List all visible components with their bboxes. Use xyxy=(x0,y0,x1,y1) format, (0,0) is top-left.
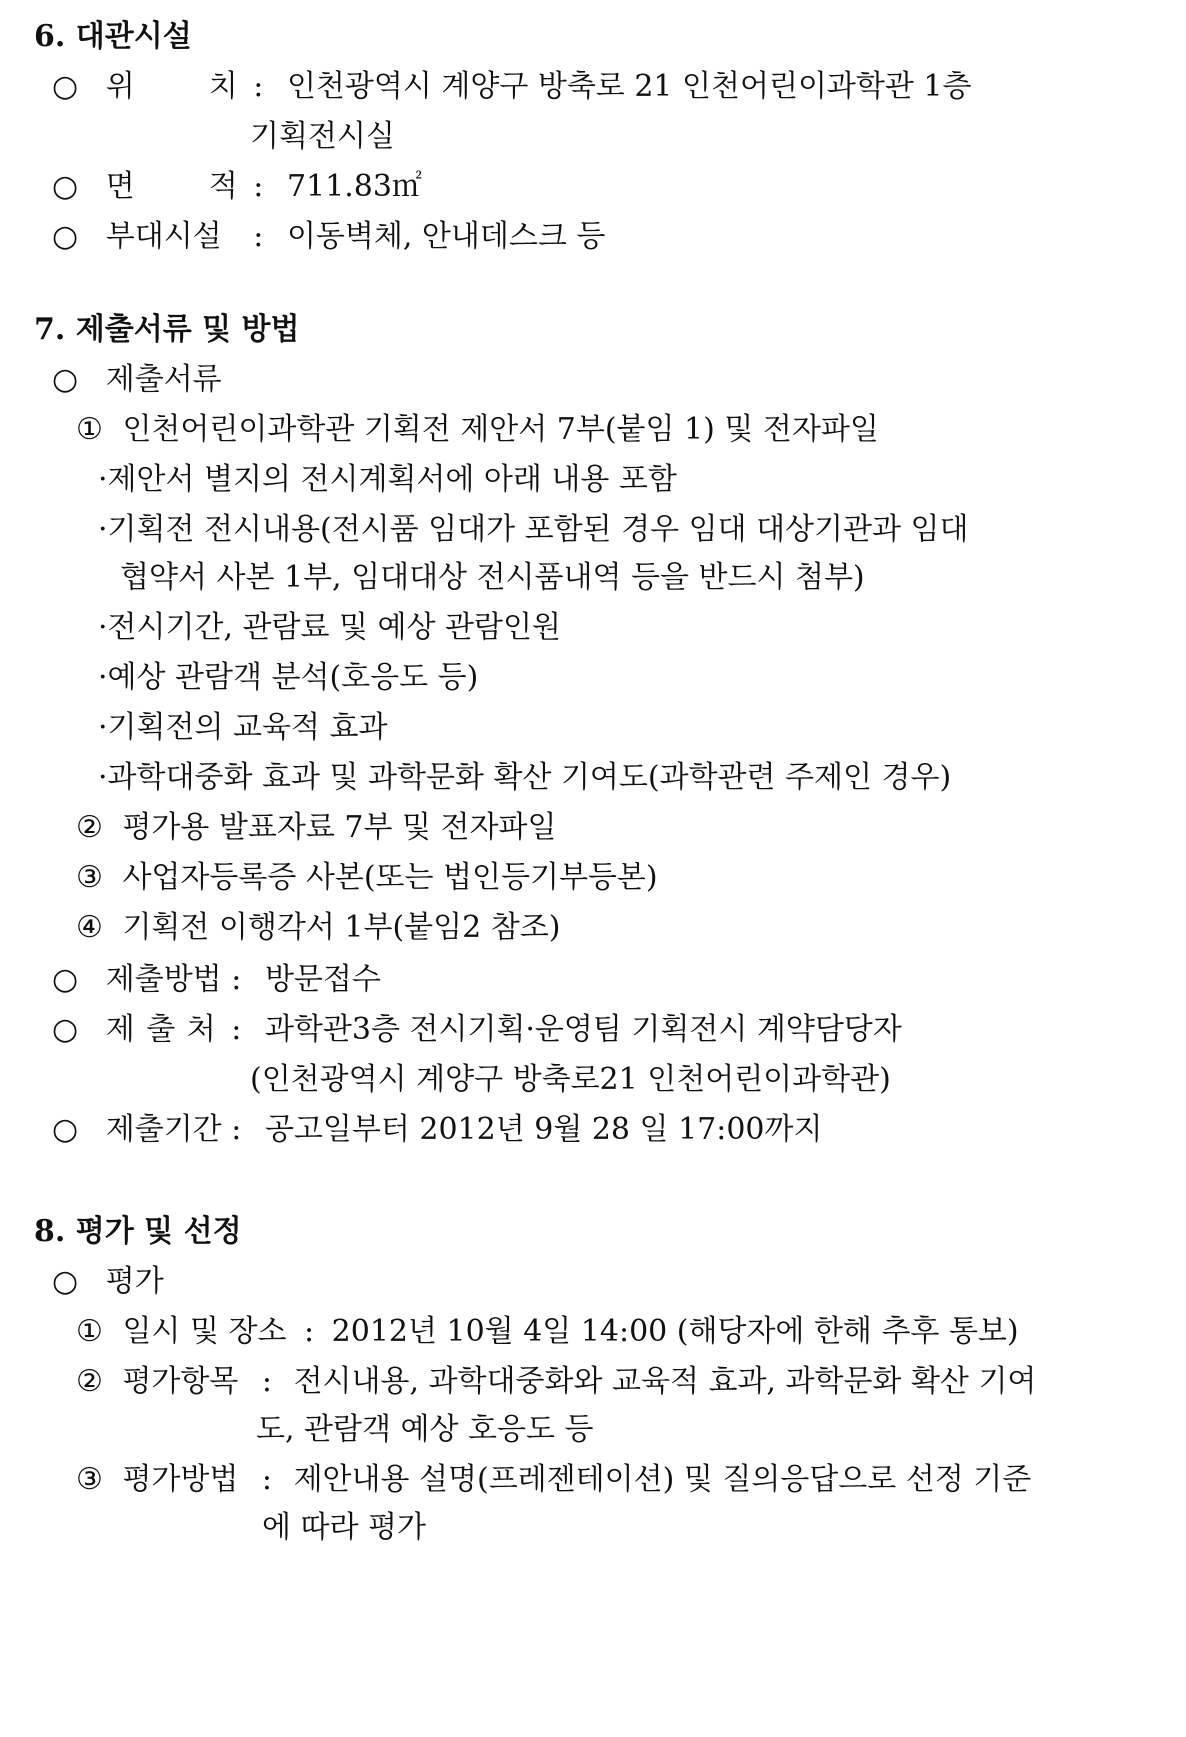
circle-marker: ○ xyxy=(52,169,79,204)
bullet-6 xyxy=(98,760,952,795)
doc-item-2 xyxy=(76,810,557,845)
bullet-mark: · xyxy=(98,660,108,695)
bullet-mark: · xyxy=(98,512,108,547)
period-text: 공고일부터 2012년 9월 28 일 17:00까지 xyxy=(264,1112,823,1147)
circle-marker: ○ xyxy=(52,219,79,254)
eval-item-3 xyxy=(76,1462,1032,1497)
area-text: 711.83㎡ xyxy=(286,169,422,204)
method-label: 제출방법 xyxy=(105,962,222,997)
item-period xyxy=(52,1112,823,1147)
item-method xyxy=(52,962,381,997)
circle-marker: ○ xyxy=(52,69,79,104)
facilities-text: 이동벽체, 안내데스크 등 xyxy=(286,219,606,254)
bullet-5 xyxy=(98,710,388,745)
bullet-3-text: 전시기간, 관람료 및 예상 관람인원 xyxy=(107,610,561,645)
bullet-mark: · xyxy=(98,710,108,745)
bullet-4-text: 예상 관람객 분석(호응도 등) xyxy=(107,660,479,695)
eval-2-continuation: 도, 관람객 예상 호응도 등 xyxy=(256,1412,594,1447)
num-3: ③ xyxy=(76,1462,103,1497)
circle-marker: ○ xyxy=(52,1112,79,1147)
label-facilities: 부대시설 xyxy=(105,219,222,254)
method-text: 방문접수 xyxy=(264,962,381,997)
bullet-6-text: 과학대중화 효과 및 과학문화 확산 기여도(과학관련 주제인 경우) xyxy=(107,760,952,795)
colon: : xyxy=(231,1012,242,1047)
colon: : xyxy=(261,1364,273,1399)
eval-1-label: 일시 및 장소 xyxy=(122,1314,287,1349)
eval-3-label: 평가방법 xyxy=(122,1462,239,1497)
colon: : xyxy=(253,69,264,104)
eval-label-row xyxy=(52,1264,164,1299)
item-location xyxy=(52,69,972,104)
period-label: 제출기간 xyxy=(105,1112,222,1147)
label-location: 위 치 xyxy=(105,69,238,104)
place-text: 과학관3층 전시기획·운영팀 기획전시 계약담당자 xyxy=(264,1012,902,1047)
eval-label: 평가 xyxy=(105,1264,164,1299)
location-continuation: 기획전시실 xyxy=(250,119,395,154)
bullet-1-text: 제안서 별지의 전시계획서에 아래 내용 포함 xyxy=(107,462,677,497)
eval-2-label: 평가항목 xyxy=(122,1364,239,1399)
label-area: 면 적 xyxy=(105,169,238,204)
bullet-2-text: 기획전 전시내용(전시품 임대가 포함된 경우 임대 대상기관과 임대 xyxy=(107,512,969,547)
num-3: ③ xyxy=(76,860,103,895)
bullet-5-text: 기획전의 교육적 효과 xyxy=(107,710,388,745)
bullet-3 xyxy=(98,610,561,645)
bullet-2 xyxy=(98,512,969,547)
num-1: ① xyxy=(76,412,103,447)
section-6-heading: 6. 대관시설 xyxy=(34,19,192,54)
bullet-mark: · xyxy=(98,462,108,497)
docs-label-row xyxy=(52,362,222,397)
colon: : xyxy=(253,169,264,204)
doc-2-text: 평가용 발표자료 7부 및 전자파일 xyxy=(122,810,557,845)
eval-3-text: 제안내용 설명(프레젠테이션) 및 질의응답으로 선정 기준 xyxy=(293,1462,1032,1497)
colon: : xyxy=(303,1314,315,1349)
bullet-mark: · xyxy=(98,760,108,795)
bullet-2-continuation: 협약서 사본 1부, 임대대상 전시품내역 등을 반드시 첨부) xyxy=(120,560,865,595)
place-label: 제 출 처 xyxy=(105,1012,216,1047)
bullet-mark: · xyxy=(98,610,108,645)
colon: : xyxy=(261,1462,273,1497)
doc-1-text: 인천어린이과학관 기획전 제안서 7부(붙임 1) 및 전자파일 xyxy=(122,412,879,447)
doc-4-text: 기획전 이행각서 1부(붙임2 참조) xyxy=(122,910,561,945)
item-area xyxy=(52,169,422,204)
item-facilities xyxy=(52,219,606,254)
colon: : xyxy=(253,219,264,254)
colon: : xyxy=(231,962,242,997)
eval-item-2 xyxy=(76,1364,1037,1399)
section-8-heading: 8. 평가 및 선정 xyxy=(34,1214,242,1249)
circle-marker: ○ xyxy=(52,362,79,397)
item-place xyxy=(52,1012,902,1047)
bullet-1 xyxy=(98,462,677,497)
doc-item-1 xyxy=(76,412,879,447)
num-2: ② xyxy=(76,810,103,845)
eval-item-1 xyxy=(76,1314,1019,1349)
section-7-heading: 7. 제출서류 및 방법 xyxy=(34,312,300,347)
num-4: ④ xyxy=(76,910,103,945)
circle-marker: ○ xyxy=(52,1264,79,1299)
docs-label: 제출서류 xyxy=(105,362,222,397)
circle-marker: ○ xyxy=(52,1012,79,1047)
num-1: ① xyxy=(76,1314,103,1349)
eval-3-continuation: 에 따라 평가 xyxy=(262,1510,426,1545)
place-continuation: (인천광역시 계양구 방축로21 인천어린이과학관) xyxy=(250,1062,891,1097)
colon: : xyxy=(231,1112,242,1147)
eval-2-text: 전시내용, 과학대중화와 교육적 효과, 과학문화 확산 기여 xyxy=(293,1364,1037,1399)
doc-item-4 xyxy=(76,910,561,945)
num-2: ② xyxy=(76,1364,103,1399)
eval-1-text: 2012년 10월 4일 14:00 (해당자에 한해 추후 통보) xyxy=(331,1314,1019,1349)
location-text: 인천광역시 계양구 방축로 21 인천어린이과학관 1층 xyxy=(286,69,972,104)
bullet-4 xyxy=(98,660,479,695)
doc-item-3 xyxy=(76,860,658,895)
circle-marker: ○ xyxy=(52,962,79,997)
doc-3-text: 사업자등록증 사본(또는 법인등기부등본) xyxy=(122,860,658,895)
